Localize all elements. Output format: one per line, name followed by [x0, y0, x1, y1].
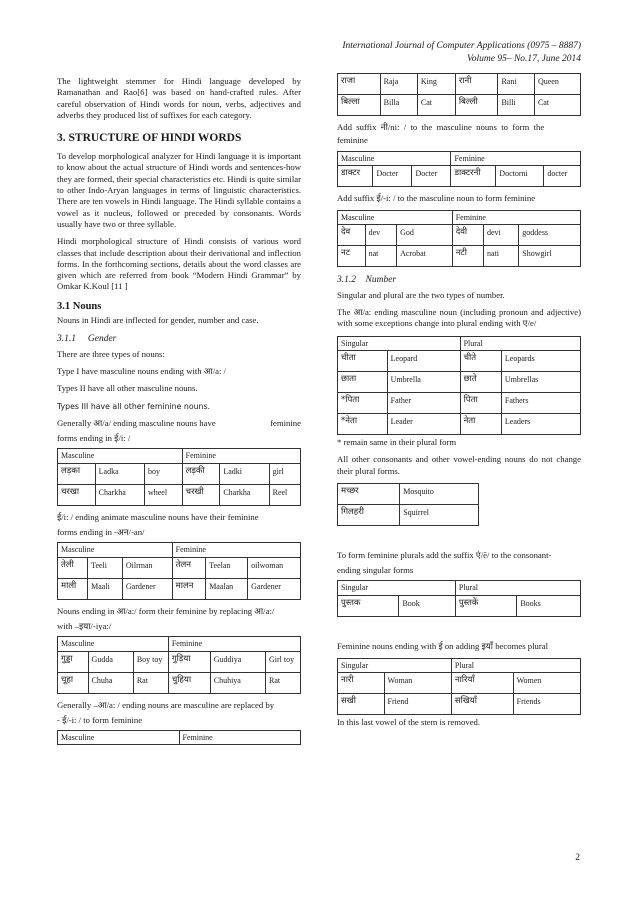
table-row — [338, 74, 581, 95]
table-cell: Teelan — [206, 557, 248, 578]
table-cell: Guddiya — [210, 651, 265, 672]
animate-forms: forms ending in -अन/-an/ — [57, 527, 145, 538]
suffix-i-paragraph: Add suffix ई/-i: / to the masculine noun to form feminine — [337, 192, 536, 203]
section-heading-3-1-1 — [57, 334, 301, 345]
table-cell: *नेता — [338, 413, 388, 434]
table-cell: सखियाँ — [451, 694, 513, 715]
number-table-4 — [337, 658, 581, 715]
table-cell: God — [397, 225, 453, 246]
table-cell: Boy toy — [133, 651, 168, 672]
table-cell: डाक्टर — [338, 165, 373, 186]
table-cell: Fathers — [501, 392, 580, 413]
table-row — [338, 392, 581, 413]
ending-text: Generally –आ/a: / ending nouns are masculine are replaced by — [57, 699, 275, 710]
table-header-masculine: Masculine — [338, 151, 451, 165]
table-header-singular: Singular — [338, 581, 456, 595]
table-cell: Ladki — [220, 463, 269, 484]
table-cell: Billa — [380, 95, 417, 116]
table-cell: King — [417, 74, 455, 95]
table-row — [338, 673, 581, 694]
table-cell: Doctorni — [496, 165, 544, 186]
number-table-3 — [337, 580, 581, 616]
table-header-masculine: Masculine — [338, 211, 453, 225]
table-header-masculine: Masculine — [58, 543, 173, 557]
table-cell: डाक्टरनी — [451, 165, 496, 186]
table-cell: माली — [58, 578, 88, 599]
table-cell: बिल्ला — [338, 95, 381, 116]
generally-paragraph — [57, 418, 301, 445]
unchanged-plural-paragraph: All other consonants and other vowel-ending nouns do not change their plural forms. — [337, 454, 581, 476]
section-heading-3: 3. STRUCTURE OF HINDI WORDS — [57, 132, 242, 145]
table-header-singular: Singular — [338, 336, 461, 350]
table-header-singular: Singular — [338, 659, 452, 673]
table-row — [338, 371, 581, 392]
gender-table-2 — [57, 542, 301, 599]
table-cell: गुड़िया — [168, 651, 210, 672]
table-cell: oilwoman — [248, 557, 301, 578]
table-cell: तेलन — [172, 557, 206, 578]
table-row — [58, 651, 301, 672]
table-cell: Rani — [498, 74, 534, 95]
gender-table-6 — [337, 151, 581, 187]
generally-feminine: feminine — [270, 417, 301, 428]
table-header-plural: Plural — [451, 659, 580, 673]
structure-paragraph-1: To develop morphological analyzer for Hindi language it is important to know about the actual structure of Hindi words and sentences-how they are formed, their special characteristics etc. Hindi is quite similar to other Indo-Aryan languages in terms of linguistic characteristics. There are ten vowels in Hindi language. The Hindi syllable contains a vowel as it nucleus, followed or preceded by consonants. Words usually have two or three syllable. — [57, 151, 301, 229]
table-cell: रानी — [455, 74, 498, 95]
table-cell: Friends — [513, 694, 580, 715]
table-row — [338, 95, 581, 116]
iyan-paragraph: Feminine nouns ending with ई on adding इयाँ becomes plural — [337, 640, 549, 651]
table-header-feminine: Feminine — [182, 449, 300, 463]
table-cell: Charkha — [95, 484, 144, 505]
gender-table-7 — [337, 210, 581, 267]
left-column — [57, 76, 301, 751]
number-table-2 — [337, 483, 479, 526]
table-cell: Squirrel — [400, 504, 478, 525]
table-row — [58, 463, 301, 484]
table-cell: Father — [387, 392, 460, 413]
table-cell: Queen — [534, 74, 580, 95]
table-cell: छाते — [460, 371, 501, 392]
suffix-ni-text: Add suffix नी/ni: / to the masculine nouns to form the — [337, 122, 545, 132]
table-cell: Mosquito — [400, 483, 478, 504]
table-cell: Cat — [534, 95, 580, 116]
ending-suffix: - ई/-i: / to form feminine — [57, 714, 143, 725]
table-cell: Gudda — [88, 651, 133, 672]
table-cell: गिलहरी — [338, 504, 400, 525]
type-2-text: Types II have all other masculine nouns. — [57, 383, 198, 394]
gender-table-5 — [337, 73, 581, 116]
table-cell: Raja — [380, 74, 417, 95]
table-cell: boy — [144, 463, 182, 484]
table-header-masculine: Masculine — [58, 731, 180, 745]
table-row — [338, 483, 479, 504]
journal-title: International Journal of Computer Applications (0975 – 8887) — [342, 41, 581, 51]
journal-header — [342, 40, 581, 66]
table-cell: goddess — [519, 225, 581, 246]
feminine-plural-paragraph — [337, 550, 581, 577]
section-heading-3-1-2 — [337, 275, 581, 286]
structure-paragraph-2: Hindi morphological structure of Hindi consists of various word classes that include description about their derivational and inflection forms. In the forthcoming sections, details about the word classes are given which are referred from book “Modern Hindi Grammar” by Omkar K.Koul [11 ] — [57, 236, 301, 292]
table-cell: Gardener — [122, 578, 172, 599]
table-cell: चुहिया — [168, 672, 210, 693]
generally-text: Generally आ/a/ ending masculine nouns have — [57, 417, 216, 428]
intro-paragraph: The lightweight stemmer for Hindi language developed by Ramanathan and Rao[6] was based on hand-crafted rules. After careful observation of Hindi words for noun, verbs, adjectives and adverbs they produced list of suffixes for each category. — [57, 76, 301, 120]
table-row — [338, 225, 581, 246]
table-cell: wheel — [144, 484, 182, 505]
table-cell: docter — [544, 165, 581, 186]
table-cell: devi — [484, 225, 519, 246]
table-cell: देवी — [452, 225, 483, 246]
table-cell: Docter — [412, 165, 451, 186]
journal-volume: Volume 95– No.17, June 2014 — [467, 54, 581, 64]
table-cell: लड़का — [58, 463, 96, 484]
table-cell: Gardener — [248, 578, 301, 599]
suffix-ni-paragraph — [337, 122, 581, 147]
table-cell: चरखी — [182, 484, 220, 505]
table-cell: चीते — [460, 350, 501, 371]
heading-number: 3.1.2 — [337, 275, 356, 286]
types-intro: There are three types of nouns: — [57, 348, 165, 359]
table-row — [338, 246, 581, 267]
table-cell: Ladka — [95, 463, 144, 484]
table-header-masculine: Masculine — [58, 637, 169, 651]
table-cell: Charkha — [220, 484, 269, 505]
table-note: * remain same in their plural form — [337, 436, 457, 447]
table-header-masculine: Masculine — [58, 449, 183, 463]
type-1-text: Type I have masculine nouns ending with आ/a: / — [57, 365, 226, 376]
table-header-plural: Plural — [460, 336, 580, 350]
page-number: 2 — [575, 853, 580, 863]
table-cell: Book — [399, 595, 455, 616]
table-cell: Leader — [387, 413, 460, 434]
feminine-plural-end: ending singular forms — [337, 565, 414, 576]
table-cell: नारियाँ — [451, 673, 513, 694]
table-cell: चीता — [338, 350, 388, 371]
suffix-ni-end: feminine — [337, 135, 368, 146]
table-header-feminine: Feminine — [452, 211, 580, 225]
replacing-suffix: with –इया/-iya:/ — [57, 620, 112, 631]
table-cell: पिता — [460, 392, 501, 413]
plural-rule-paragraph: The आ/a: ending masculine noun (including pronoun and adjective) with some exceptions change into plural ending with ए/e/ — [337, 307, 581, 329]
ending-paragraph — [57, 700, 301, 727]
table-row — [58, 672, 301, 693]
table-cell: Cat — [417, 95, 455, 116]
table-cell: Maalan — [206, 578, 248, 599]
nouns-paragraph: Nouns in Hindi are inflected for gender, number and case. — [57, 315, 259, 326]
table-cell: nati — [484, 246, 519, 267]
table-cell: सखी — [338, 694, 385, 715]
table-cell: राजा — [338, 74, 381, 95]
replacing-paragraph — [57, 606, 301, 633]
table-cell: Woman — [384, 673, 451, 694]
table-cell: छाता — [338, 371, 388, 392]
table-cell: Books — [517, 595, 581, 616]
table-cell: Billi — [498, 95, 534, 116]
table-cell: Leopards — [501, 350, 580, 371]
table-cell: Showgirl — [519, 246, 581, 267]
table-cell: गुड्डा — [58, 651, 89, 672]
table-row — [58, 557, 301, 578]
table-cell: Rat — [133, 672, 168, 693]
replacing-text: Nouns ending in आ/a:/ form their feminine by replacing आ/a:/ — [57, 605, 275, 616]
table-header-feminine: Feminine — [451, 151, 581, 165]
table-cell: Leopard — [387, 350, 460, 371]
table-cell: Rat — [266, 672, 301, 693]
table-row — [338, 413, 581, 434]
table-header-feminine: Feminine — [168, 637, 300, 651]
animate-text: ई/i: / ending animate masculine nouns have their feminine — [57, 511, 259, 522]
table-cell: लड़की — [182, 463, 220, 484]
table-cell: Teeli — [88, 557, 123, 578]
table-cell: Friend — [384, 694, 451, 715]
table-cell: Leaders — [501, 413, 580, 434]
number-table-1 — [337, 336, 581, 435]
table-cell: *पिता — [338, 392, 388, 413]
table-header-feminine: Feminine — [179, 731, 301, 745]
type-3-text: Types III have all other feminine nouns. — [57, 401, 211, 411]
table-cell: पुस्तकें — [455, 595, 516, 616]
right-column — [337, 73, 581, 735]
table-cell: पुस्तक — [338, 595, 399, 616]
table-row — [338, 504, 479, 525]
number-intro: Singular and plural are the two types of number. — [337, 289, 505, 300]
gender-table-4 — [57, 730, 301, 745]
table-cell: चूहा — [58, 672, 89, 693]
table-cell: Women — [513, 673, 580, 694]
animate-paragraph — [57, 512, 301, 539]
heading-title: Gender — [87, 334, 117, 345]
table-cell: Oilrman — [122, 557, 172, 578]
generally-forms: forms ending in ई/i: / — [57, 433, 131, 444]
table-cell: Umbrellas — [501, 371, 580, 392]
table-cell: Chuha — [88, 672, 133, 693]
table-cell: Reel — [269, 484, 300, 505]
table-cell: Docter — [373, 165, 412, 186]
table-row — [338, 350, 581, 371]
table-cell: नट — [338, 246, 366, 267]
table-cell: Acrobat — [397, 246, 453, 267]
table-row — [338, 595, 581, 616]
table-cell: dev — [365, 225, 397, 246]
table-row — [58, 484, 301, 505]
heading-title: Number — [365, 275, 397, 286]
table-cell: nat — [365, 246, 397, 267]
table-cell: बिल्ली — [455, 95, 498, 116]
table-cell: मालन — [172, 578, 206, 599]
table-header-plural: Plural — [455, 581, 580, 595]
table-cell: मच्छर — [338, 483, 400, 504]
table-cell: देव — [338, 225, 366, 246]
table-cell: Maali — [88, 578, 123, 599]
section-heading-3-1: 3.1 Nouns — [57, 300, 102, 312]
table-cell: girl — [269, 463, 300, 484]
table-cell: Umbrella — [387, 371, 460, 392]
gender-table-3 — [57, 636, 301, 693]
gender-table-1 — [57, 448, 301, 505]
table-cell: तेली — [58, 557, 88, 578]
table-cell: चरखा — [58, 484, 96, 505]
table-header-feminine: Feminine — [172, 543, 300, 557]
feminine-plural-text: To form feminine plurals add the suffix एं/ẽ/ to the consonant- — [337, 549, 552, 560]
table-cell: Girl toy — [266, 651, 301, 672]
table-cell: Chuhiya — [210, 672, 265, 693]
table-row — [338, 165, 581, 186]
table-row — [58, 578, 301, 599]
table-cell: नारी — [338, 673, 385, 694]
table-cell: नटी — [452, 246, 483, 267]
table-row — [338, 694, 581, 715]
heading-number: 3.1.1 — [57, 334, 76, 345]
stem-vowel-paragraph: In this last vowel of the stem is removed. — [337, 717, 481, 728]
table-cell: नेता — [460, 413, 501, 434]
